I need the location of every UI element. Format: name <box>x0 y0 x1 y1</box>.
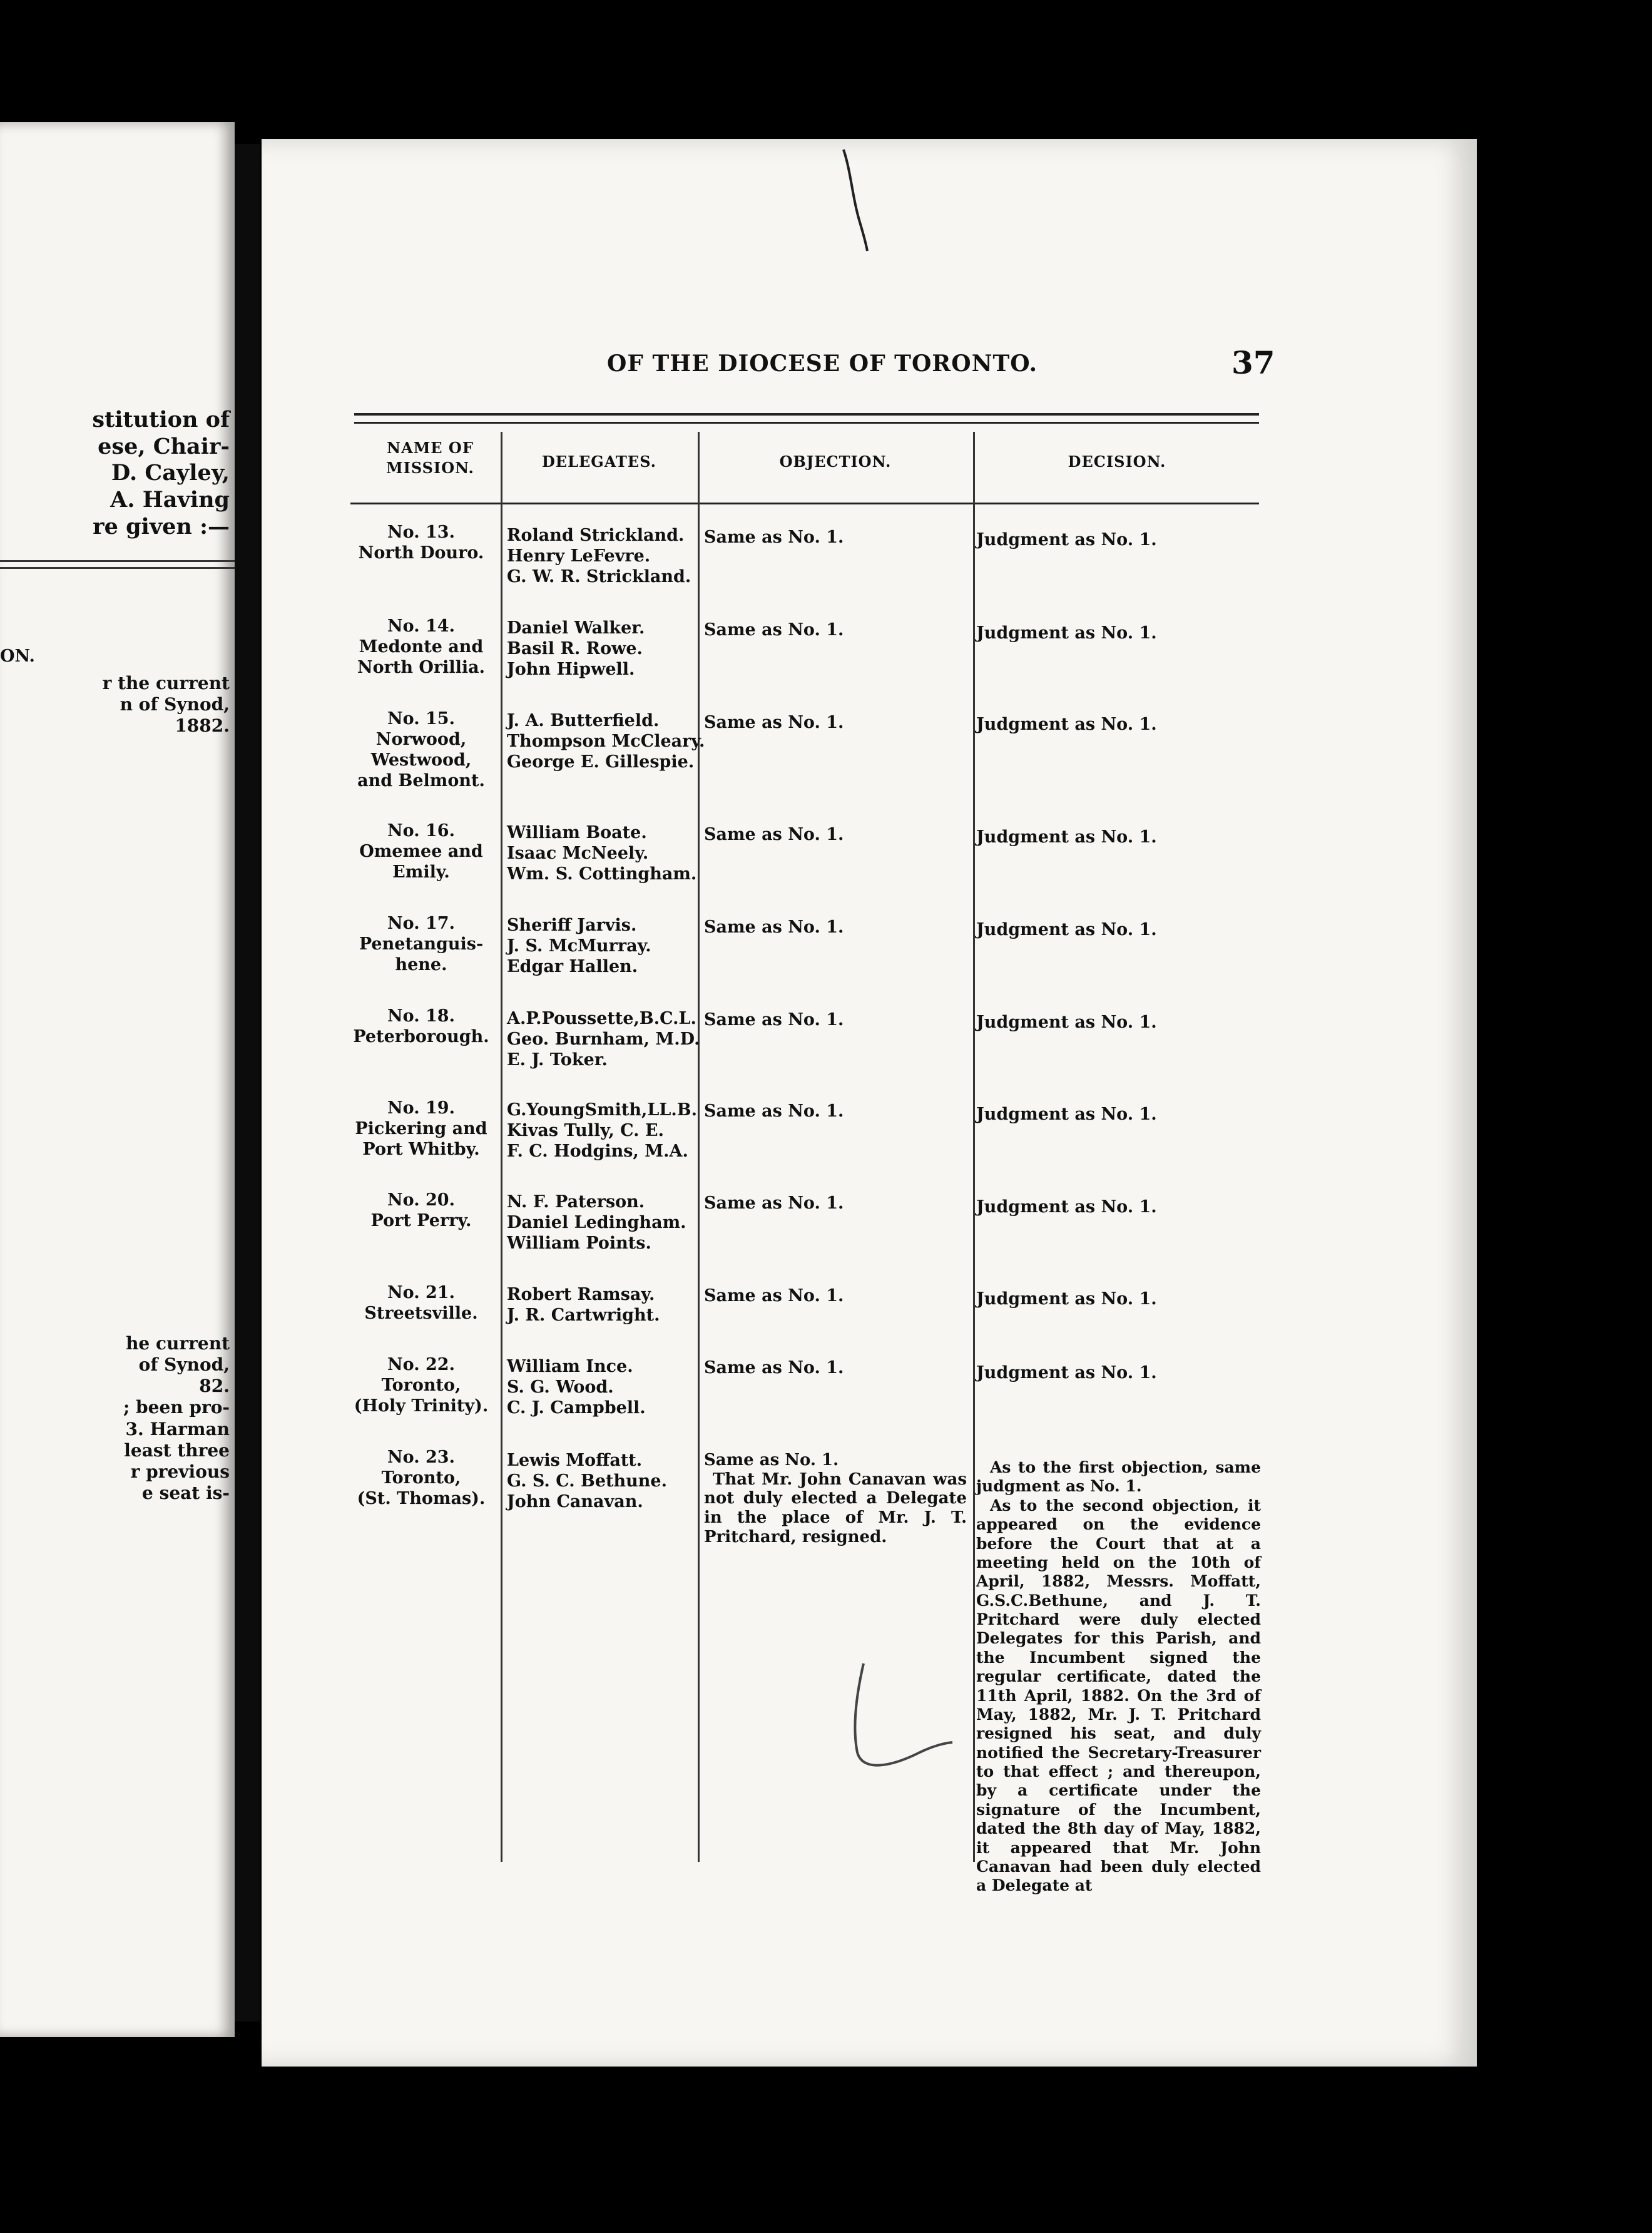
delegates-cell: A.P.Poussette,B.C.L. Geo. Burnham, M.D. E. J. Toker. <box>507 1009 700 1070</box>
facing-page-heading-fragment: ON. <box>0 646 35 666</box>
delegates-cell: Lewis Moffatt. G. S. C. Bethune. John Canavan. <box>507 1451 667 1511</box>
column-divider <box>501 432 502 1862</box>
decision-cell: Judgment as No. 1. <box>976 1289 1157 1309</box>
facing-page-fragment-low: he current of Synod, 82. ; been pro- 3. Harman least three r previous e seat is- <box>123 1333 230 1504</box>
decision-cell: Judgment as No. 1. <box>976 715 1157 734</box>
mission-cell: No. 21. Streetsville. <box>364 1283 478 1323</box>
delegates-cell: J. A. Butterfield. Thompson McCleary. George E. Gillespie. <box>507 711 705 772</box>
mission-cell: No. 16. Omemee and Emily. <box>359 821 483 882</box>
objection-cell: Same as No. 1. <box>704 1010 844 1030</box>
mission-cell: No. 13. North Douro. <box>358 523 484 563</box>
pencil-tick-mark <box>845 1658 957 1784</box>
page-number: 37 <box>1231 344 1275 381</box>
column-header-mission: NAME OF MISSION. <box>386 439 474 478</box>
book-gutter <box>235 144 260 2021</box>
column-divider <box>973 432 975 1862</box>
column-header-delegates: DELEGATES. <box>541 452 657 471</box>
delegates-cell: William Boate. Isaac McNeely. Wm. S. Cottingham. <box>507 823 697 884</box>
objection-cell-long: Same as No. 1. That Mr. John Canavan was not duly elected a Delegate in the place of Mr. J. T. Pritchard, resigned. <box>704 1451 967 1546</box>
objection-cell: Same as No. 1. <box>704 1358 844 1377</box>
decision-cell: Judgment as No. 1. <box>976 623 1157 643</box>
table-header-rule <box>350 503 1259 504</box>
mission-cell: No. 20. Port Perry. <box>370 1190 472 1230</box>
objection-cell: Same as No. 1. <box>704 917 844 937</box>
delegates-cell: Daniel Walker. Basil R. Rowe. John Hipwell. <box>507 618 645 679</box>
delegates-cell: N. F. Paterson. Daniel Ledingham. William Points. <box>507 1192 686 1253</box>
column-header-objection: OBJECTION. <box>779 452 892 471</box>
decision-cell: Judgment as No. 1. <box>976 920 1157 939</box>
objection-cell: Same as No. 1. <box>704 1193 844 1213</box>
objection-cell: Same as No. 1. <box>704 1101 844 1121</box>
facing-page <box>0 122 235 2037</box>
table-top-rule <box>354 413 1259 424</box>
delegates-cell: Robert Ramsay. J. R. Cartwright. <box>507 1285 660 1325</box>
mission-cell: No. 22. Toronto, (Holy Trinity). <box>354 1355 489 1416</box>
delegates-cell: Roland Strickland. Henry LeFevre. G. W. R. Strickland. <box>507 526 691 586</box>
objection-cell: Same as No. 1. <box>704 825 844 844</box>
facing-page-rule <box>0 560 235 569</box>
column-divider <box>698 432 700 1862</box>
mission-cell: No. 15. Norwood, Westwood, and Belmont. <box>357 709 485 790</box>
objection-cell: Same as No. 1. <box>704 713 844 732</box>
facing-page-fragment-top: stitution of ese, Chair- D. Cayley, A. Having re given :— <box>92 407 230 539</box>
mission-cell: No. 23. Toronto, (St. Thomas). <box>357 1448 486 1508</box>
mission-cell: No. 18. Peterborough. <box>353 1006 489 1046</box>
decision-cell: Judgment as No. 1. <box>976 1363 1157 1382</box>
mission-cell: No. 14. Medonte and North Orillia. <box>357 616 486 677</box>
decision-cell: Judgment as No. 1. <box>976 827 1157 847</box>
column-header-decision: DECISION. <box>1068 452 1166 471</box>
facing-page-fragment-mid: r the current n of Synod, 1882. <box>102 673 230 737</box>
decision-cell: Judgment as No. 1. <box>976 1105 1157 1124</box>
delegates-cell: Sheriff Jarvis. J. S. McMurray. Edgar Hallen. <box>507 916 651 976</box>
decision-cell: Judgment as No. 1. <box>976 1197 1157 1217</box>
delegates-cell: William Ince. S. G. Wood. C. J. Campbell. <box>507 1357 646 1418</box>
objection-cell: Same as No. 1. <box>704 620 844 640</box>
decision-cell-long: As to the first objection, same judgment as No. 1. As to the second objection, it appeared on the evidence before the Court that at a meeting held on the 10th of April, 1882, Messrs. Moffatt, G.S.C.Bethune, and J. T. Pritchard were duly elected Delegates for this Parish, and the Incumbent signed the regular certificate, dated the 11th April, 1882. On the 3rd of May, 1882, Mr. J. T. Pritchard resigned his seat, and duly notified the Secretary-Treasurer to that effect ; and thereupon, by a certificate under the signature of the Incumbent, dated the 8th day of May, 1882, it appeared that Mr. John Canavan had been duly elected a Delegate at <box>976 1458 1261 1895</box>
mission-cell: No. 19. Pickering and Port Whitby. <box>355 1098 487 1159</box>
decision-cell: Judgment as No. 1. <box>976 1013 1157 1032</box>
running-head: OF THE DIOCESE OF TORONTO. <box>607 350 1038 377</box>
objection-cell: Same as No. 1. <box>704 528 844 547</box>
mission-cell: No. 17. Penetanguis- hene. <box>359 914 484 974</box>
decision-cell: Judgment as No. 1. <box>976 530 1157 549</box>
delegates-cell: G.YoungSmith,LL.B. Kivas Tully, C. E. F. C. Hodgins, M.A. <box>507 1100 697 1161</box>
objection-cell: Same as No. 1. <box>704 1286 844 1306</box>
ink-stroke-mark <box>839 147 876 253</box>
